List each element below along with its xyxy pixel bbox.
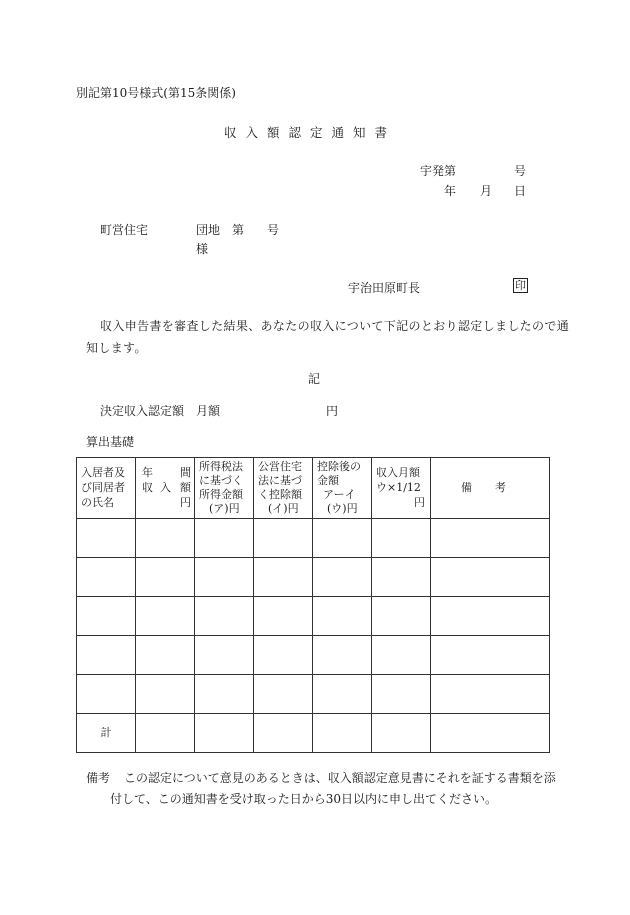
body-line-2: 知します。 <box>86 341 147 355</box>
date-day: 日 <box>514 184 527 198</box>
header-monthly-income: 収入月額 ウ×1/12 円 <box>372 458 431 519</box>
table-header-row <box>77 458 550 519</box>
decision-monthly: 月額 <box>196 404 221 418</box>
recipient-number-prefix: 第 <box>232 223 245 237</box>
header-income-amount: 所得税法 に基づく 所得金額 (ア)円 <box>195 458 254 519</box>
table-row <box>77 519 550 558</box>
note-line-1: この認定について意見のあるときは、収入額認定意見書にそれを証する書類を添 <box>124 771 556 785</box>
note-label: 備考 <box>86 771 111 785</box>
table-row <box>77 597 550 636</box>
recipient-housing: 町営住宅 <box>100 223 149 237</box>
calculation-table <box>76 457 550 753</box>
ki-heading: 記 <box>308 372 321 386</box>
date-month: 月 <box>480 184 493 198</box>
basis-label: 算出基礎 <box>86 435 135 449</box>
recipient-honorific: 様 <box>196 242 209 256</box>
decision-label: 決定収入認定額 <box>100 404 185 418</box>
table-total-row <box>77 714 550 753</box>
header-after-deduction: 控除後の 金額 アーイ (ウ)円 <box>313 458 372 519</box>
doc-number-suffix: 号 <box>514 164 527 178</box>
seal-mark: 印 <box>515 279 526 292</box>
header-annual-income: 年 間 収 入 額 円 <box>136 458 195 519</box>
header-name: 入居者及 び同居者 の氏名 <box>77 458 136 519</box>
recipient-number-suffix: 号 <box>267 223 280 237</box>
issuer-name: 宇治田原町長 <box>348 281 421 295</box>
recipient-estate: 団地 <box>196 223 221 237</box>
header-remarks: 備 考 <box>431 458 550 519</box>
header-deduction: 公営住宅 法に基づ く控除額 (イ)円 <box>254 458 313 519</box>
date-year: 年 <box>444 184 457 198</box>
decision-yen: 円 <box>326 404 339 418</box>
total-label: 計 <box>77 714 136 753</box>
document-title: 収入額認定通知書 <box>224 125 397 140</box>
table-row <box>77 675 550 714</box>
table-row <box>77 558 550 597</box>
note-line-2: 付して、この通知書を受け取った日から30日以内に申し出てください。 <box>110 792 498 806</box>
doc-number-prefix: 宇発第 <box>420 164 457 178</box>
table-row <box>77 636 550 675</box>
body-line-1: 収入申告書を審査した結果、あなたの収入について下記のとおり認定しましたので通 <box>100 319 570 333</box>
form-label: 別記第10号様式(第15条関係) <box>76 86 236 100</box>
